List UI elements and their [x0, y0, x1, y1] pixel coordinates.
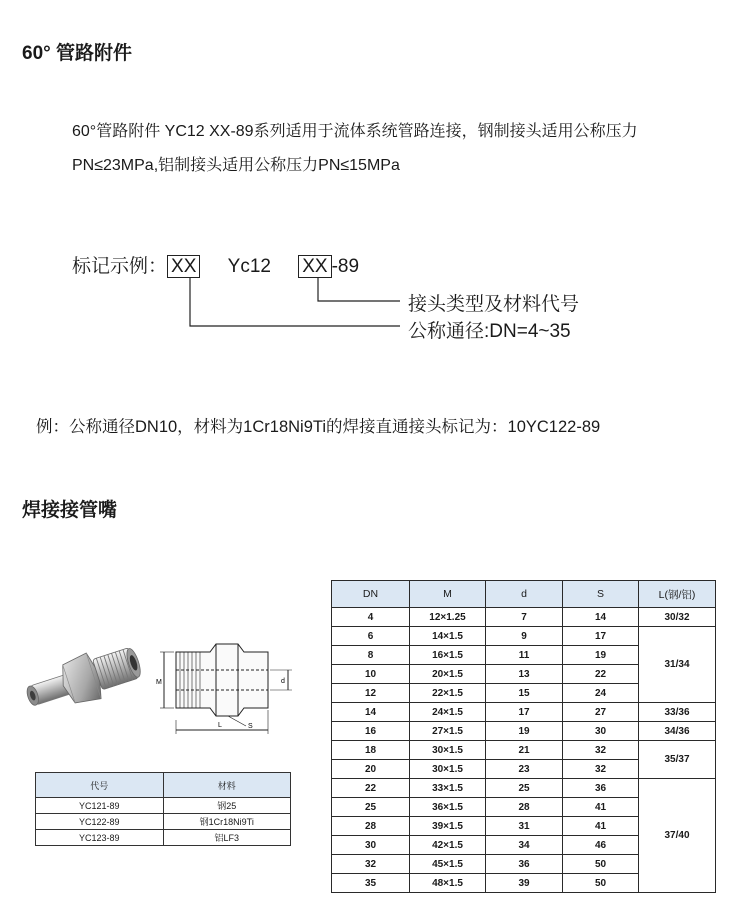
cell-s: 14: [563, 608, 639, 627]
drawing-label-l: L: [218, 722, 222, 729]
cell-dn: 32: [332, 855, 410, 874]
cell-s: 50: [563, 855, 639, 874]
notation-note-dn: 公称通径:DN=4~35: [408, 321, 571, 342]
table-row: [332, 779, 716, 798]
section-title-fittings: 60° 管路附件: [22, 43, 133, 64]
cell-dn: 35: [332, 874, 410, 893]
table-row: [36, 798, 291, 814]
drawing-label-d: d: [281, 678, 285, 685]
cell-s: 50: [563, 874, 639, 893]
description-line-2: PN≤23MPa,铝制接头适用公称压力PN≤15MPa: [72, 157, 400, 174]
cell-dn: 12: [332, 684, 410, 703]
table-row: [332, 722, 716, 741]
drawing-label-m: M: [156, 679, 162, 686]
cell-m: 36×1.5: [410, 798, 486, 817]
cell-m: 33×1.5: [410, 779, 486, 798]
cell-d: 31: [486, 817, 563, 836]
example-text: 例：公称通径DN10，材料为1Cr18Ni9Ti的焊接直通接头标记为：10YC122-89: [36, 418, 601, 436]
table-row: [332, 627, 716, 646]
spec-header-dn: DN: [332, 581, 410, 608]
cell-dn: 6: [332, 627, 410, 646]
material-name: 钢25: [163, 798, 291, 814]
cell-l: 37/40: [639, 779, 716, 893]
materials-header-code: 代号: [36, 773, 164, 798]
material-code: YC122-89: [36, 814, 164, 830]
cell-m: 30×1.5: [410, 760, 486, 779]
cell-m: 16×1.5: [410, 646, 486, 665]
cell-d: 21: [486, 741, 563, 760]
cell-d: 17: [486, 703, 563, 722]
description-line-1: 60°管路附件 YC12 XX-89系列适用于流体系统管路连接，钢制接头适用公称压力: [72, 123, 638, 140]
materials-table: [35, 772, 291, 846]
cell-l: 34/36: [639, 722, 716, 741]
cell-dn: 16: [332, 722, 410, 741]
material-name: 钢1Cr18Ni9Ti: [163, 814, 291, 830]
cell-dn: 4: [332, 608, 410, 627]
cell-s: 24: [563, 684, 639, 703]
spec-header-s: S: [563, 581, 639, 608]
table-row: [332, 703, 716, 722]
cell-d: 7: [486, 608, 563, 627]
cell-dn: 8: [332, 646, 410, 665]
cell-s: 46: [563, 836, 639, 855]
table-row: [36, 814, 291, 830]
cell-s: 17: [563, 627, 639, 646]
cell-l: 35/37: [639, 741, 716, 779]
materials-header-material: 材料: [163, 773, 291, 798]
cell-d: 19: [486, 722, 563, 741]
cell-d: 28: [486, 798, 563, 817]
cell-m: 12×1.25: [410, 608, 486, 627]
cell-dn: 10: [332, 665, 410, 684]
notation-suffix: -89: [331, 256, 360, 277]
drawing-label-s: S: [248, 723, 253, 730]
spec-table: [331, 580, 716, 893]
cell-m: 14×1.5: [410, 627, 486, 646]
cell-m: 20×1.5: [410, 665, 486, 684]
notation-model: Yc12: [227, 256, 271, 277]
materials-header-row: [36, 773, 291, 798]
notation-label: 标记示例：: [72, 256, 168, 277]
section-title-weld-nipple: 焊接接管嘴: [22, 500, 118, 521]
cell-m: 45×1.5: [410, 855, 486, 874]
spec-header-l: L(钢/铝): [639, 581, 716, 608]
cell-s: 41: [563, 817, 639, 836]
cell-s: 22: [563, 665, 639, 684]
cell-dn: 20: [332, 760, 410, 779]
cell-dn: 18: [332, 741, 410, 760]
cell-d: 34: [486, 836, 563, 855]
material-code: YC121-89: [36, 798, 164, 814]
cell-d: 23: [486, 760, 563, 779]
cell-m: 42×1.5: [410, 836, 486, 855]
cell-dn: 14: [332, 703, 410, 722]
cell-l: 30/32: [639, 608, 716, 627]
cell-d: 25: [486, 779, 563, 798]
cell-l: 33/36: [639, 703, 716, 722]
cell-m: 48×1.5: [410, 874, 486, 893]
cell-d: 9: [486, 627, 563, 646]
cell-l: 31/34: [639, 627, 716, 703]
cell-s: 27: [563, 703, 639, 722]
cell-m: 27×1.5: [410, 722, 486, 741]
cell-m: 24×1.5: [410, 703, 486, 722]
cell-d: 11: [486, 646, 563, 665]
cell-s: 19: [563, 646, 639, 665]
spec-header-d: d: [486, 581, 563, 608]
spec-header-m: M: [410, 581, 486, 608]
notation-note-type: 接头类型及材料代号: [408, 294, 580, 315]
cell-dn: 30: [332, 836, 410, 855]
cell-s: 41: [563, 798, 639, 817]
cell-dn: 25: [332, 798, 410, 817]
cell-s: 32: [563, 741, 639, 760]
cell-m: 39×1.5: [410, 817, 486, 836]
technical-drawing: [150, 630, 300, 740]
cell-s: 36: [563, 779, 639, 798]
table-row: [332, 608, 716, 627]
cell-dn: 28: [332, 817, 410, 836]
cell-d: 15: [486, 684, 563, 703]
cell-d: 36: [486, 855, 563, 874]
cell-m: 30×1.5: [410, 741, 486, 760]
cell-d: 39: [486, 874, 563, 893]
notation-box-type: XX: [167, 255, 200, 278]
cell-s: 32: [563, 760, 639, 779]
notation-box-material: XX: [298, 255, 331, 278]
product-photo: [22, 628, 152, 728]
spec-header-row: [332, 581, 716, 608]
table-row: [36, 830, 291, 846]
material-name: 铝LF3: [163, 830, 291, 846]
cell-d: 13: [486, 665, 563, 684]
cell-dn: 22: [332, 779, 410, 798]
cell-m: 22×1.5: [410, 684, 486, 703]
cell-s: 30: [563, 722, 639, 741]
table-row: [332, 741, 716, 760]
material-code: YC123-89: [36, 830, 164, 846]
